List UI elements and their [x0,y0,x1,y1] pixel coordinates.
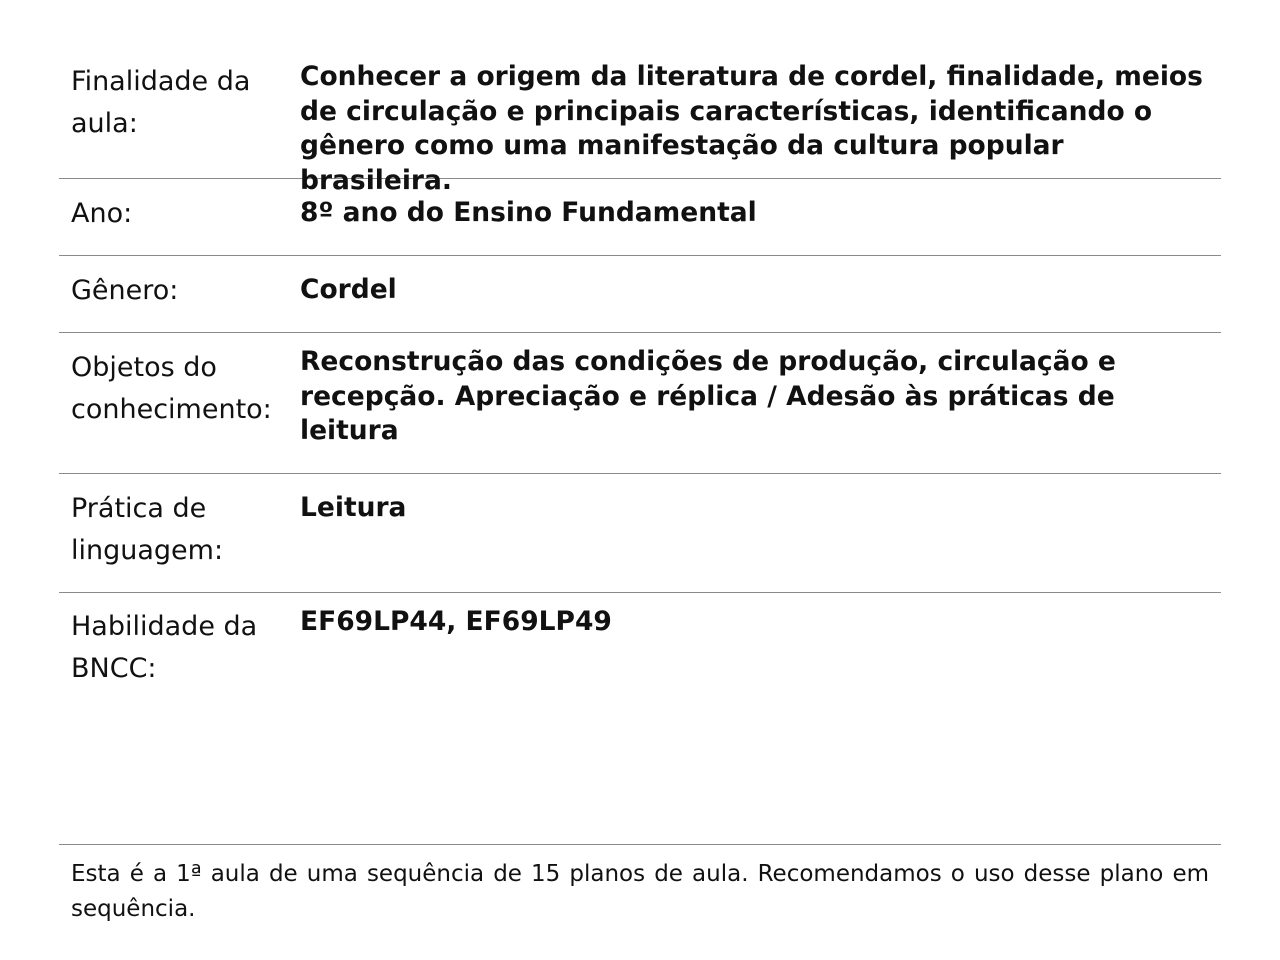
habilidade-value: EF69LP44, EF69LP49 [300,606,612,637]
pratica-label: Prática de linguagem: [71,493,224,566]
ano-value: 8º ano do Ensino Fundamental [300,197,757,228]
objetos-label: Objetos do conhecimento: [71,352,272,425]
pratica-value: Leitura [300,492,407,523]
row-pratica [59,474,1221,593]
row-objetos [59,333,1221,474]
row-ano [59,179,1221,256]
genero-label: Gênero: [71,275,179,306]
row-genero [59,256,1221,333]
ano-label: Ano: [71,198,133,229]
sequence-footnote: Esta é a 1ª aula de uma sequência de 15 planos de aula. Recomendamos o uso desse plano em sequência. [71,861,1209,922]
row-habilidade [59,593,1221,845]
habilidade-label: Habilidade da BNCC: [71,611,258,684]
finalidade-value: Conhecer a origem da literatura de cordel, finalidade, meios de circulação e principais características, identificando o gênero como uma manifestação da cultura popular brasileira. [300,61,1203,196]
genero-value: Cordel [300,274,397,305]
objetos-value: Reconstrução das condições de produção, circulação e recepção. Apreciação e réplica / Adesão às práticas de leitura [300,346,1116,446]
finalidade-label: Finalidade da aula: [71,66,251,139]
row-finalidade [59,0,1221,196]
lesson-plan-table [59,0,1221,927]
